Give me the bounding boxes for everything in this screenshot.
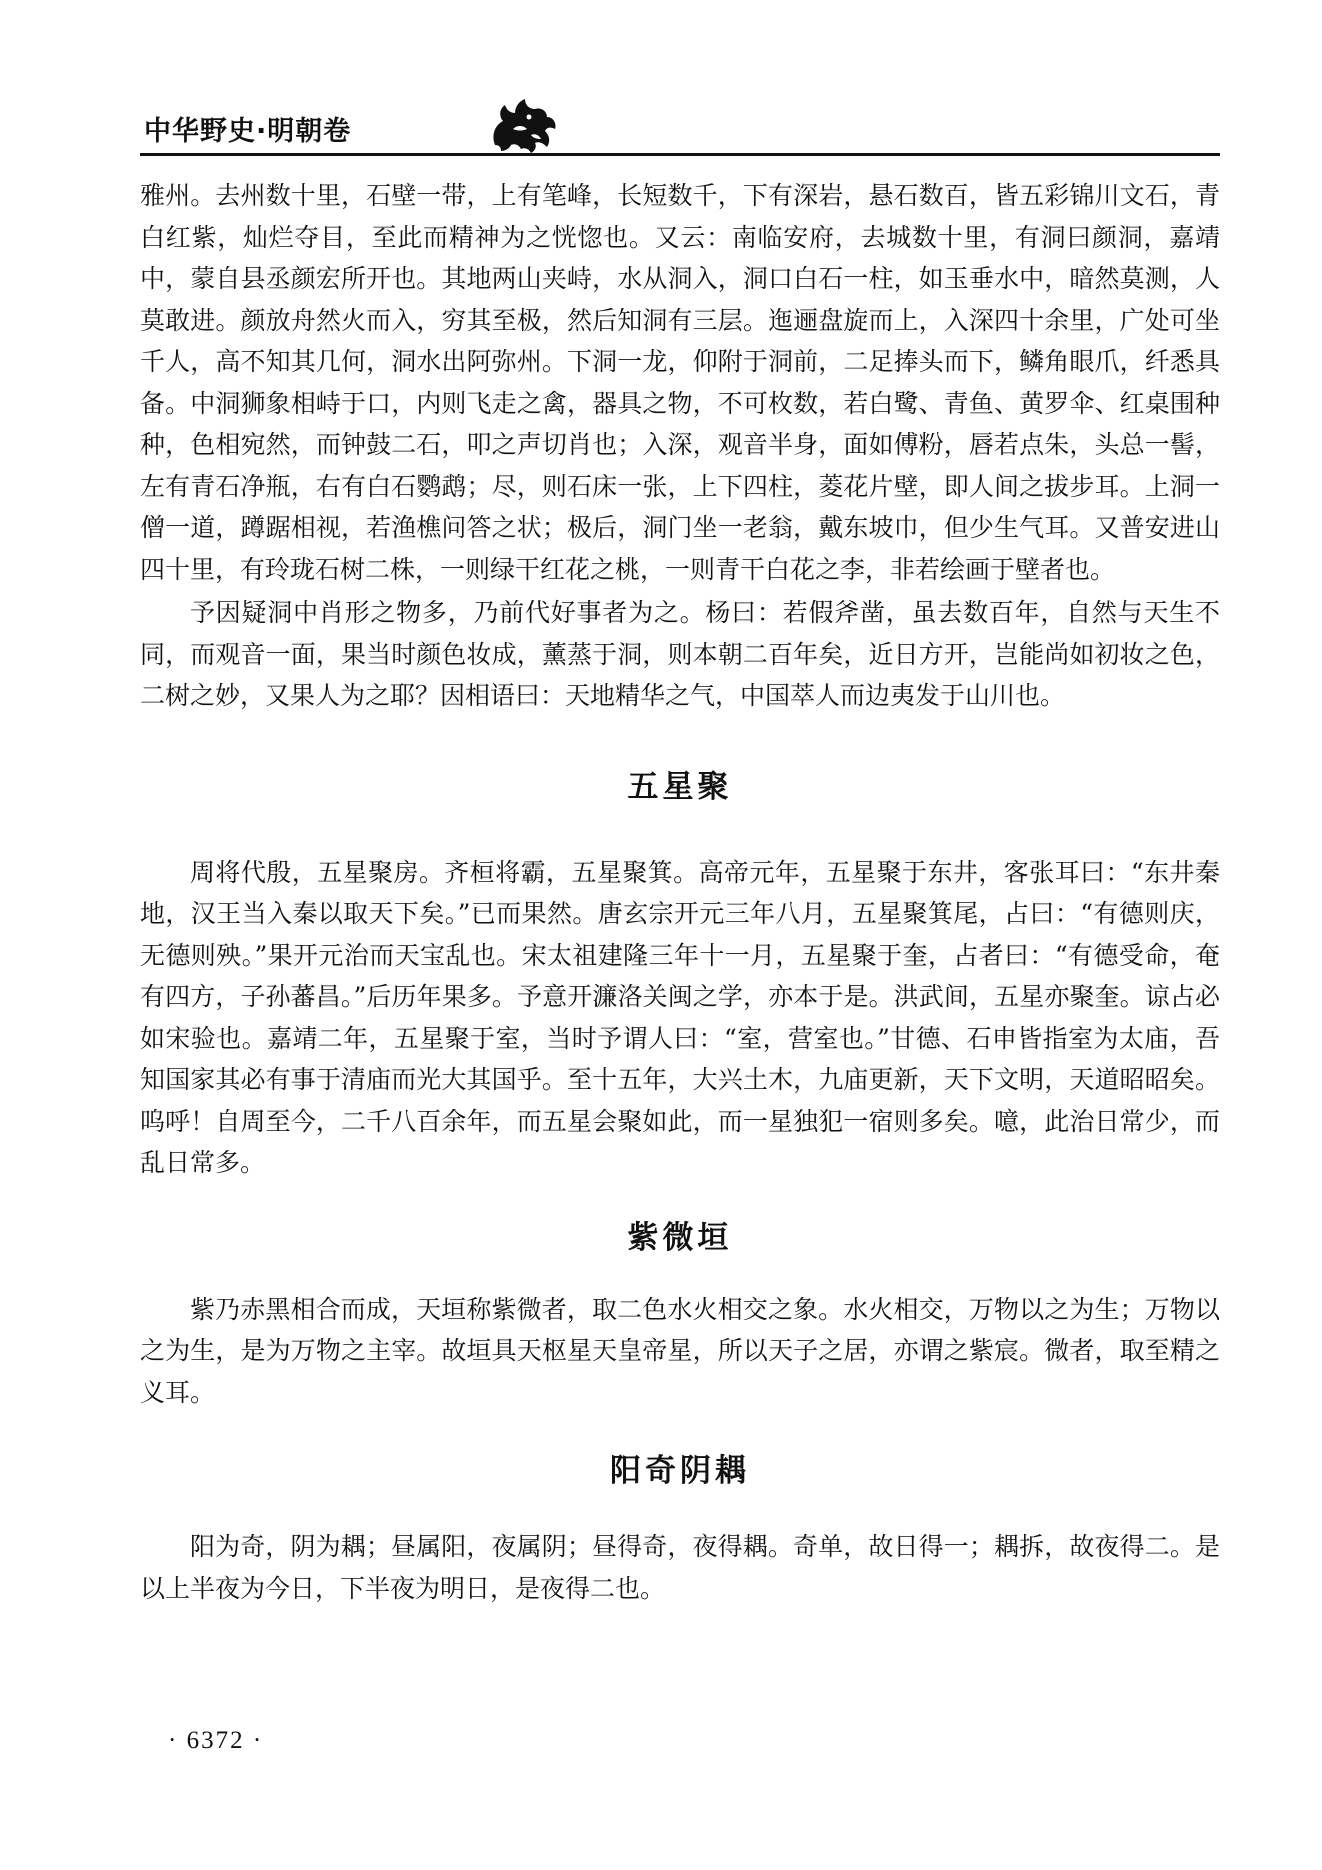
page-number: · 6372 · — [168, 1727, 264, 1754]
section-heading-yangqiyinou: 阳奇阴耦 — [610, 1453, 750, 1489]
paragraph-cave-doubt: 予因疑洞中肖形之物多，乃前代好事者为之。杨曰：若假斧凿，虽去数百年，自然与天生不同，而观音一面，果当时颜色妆成，薰蒸于洞，则本朝二百年矣，近日方开，岂能尚如初妆之色，二树之妙，又果人为之耶？因相语曰：天地精华之气，中国萃人而边夷发于山川也。 — [140, 598, 1220, 710]
paragraph-wuxingju: 周将代殷，五星聚房。齐桓将霸，五星聚箕。高帝元年，五星聚于东井，客张耳曰：“东井秦地，汉王当入秦以取天下矣。”已而果然。唐玄宗开元三年八月，五星聚箕尾，占曰：“有德则庆，无德则殃。”果开元治而天宝乱也。宋太祖建隆三年十一月，五星聚于奎，占者曰：“有德受命，奄有四方，子孙蕃昌。”后历年果多。予意开濂洛关闽之学，亦本于是。洪武间，五星亦聚奎。谅占必如宋验也。嘉靖二年，五星聚于室，当时予谓人曰：“室，营室也。”甘德、石申皆指室为太庙，吾知国家其必有事于清庙而光大其国乎。至十五年，大兴土木，九庙更新，天下文明，天道昭昭矣。呜呼！自周至今，二千八百余年，而五星会聚如此，而一星独犯一宿则多矣。噫，此治日常少，而乱日常多。 — [140, 857, 1220, 1177]
header-rule — [140, 153, 1220, 156]
section-heading-wuxingju: 五星聚 — [627, 768, 733, 805]
paragraph-yazhou: 雅州。去州数十里，石壁一带，上有笔峰，长短数千，下有深岩，悬石数百，皆五彩锦川文石，青白红紫，灿烂夺目，至此而精神为之恍惚也。又云：南临安府，去城数十里，有洞曰颜洞，嘉靖中，蒙自县丞颜宏所开也。其地两山夹峙，水从洞入，洞口白石一柱，如玉垂水中，暗然莫测，人莫敢进。颜放舟然火而入，穷其至极，然后知洞有三层。迤逦盘旋而上，入深四十余里，广处可坐千人，高不知其几何，洞水出阿弥州。下洞一龙，仰附于洞前，二足捧头而下，鳞角眼爪，纤悉具备。中洞狮象相峙于口，内则飞走之禽，器具之物，不可枚数，若白鹭、青鱼、黄罗伞、红桌围种种，色相宛然，而钟鼓二石，叩之声切肖也；入深，观音半身，面如傅粉，唇若点朱，头总一髻，左有青石净瓶，右有白石鹦鹉；尽，则石床一张，上下四柱，菱花片壁，即人间之拔步耳。上洞一僧一道，蹲踞相视，若渔樵问答之状；极后，洞门坐一老翁，戴东坡巾，但少生气耳。又普安进山四十里，有玲珑石树二株，一则绿干红花之桃，一则青干白花之李，非若绘画于壁者也。 — [140, 181, 1220, 584]
book-title: 中华野史·明朝卷 — [144, 116, 352, 147]
paragraph-yangqiyinou: 阳为奇，阴为耦；昼属阳，夜属阴；昼得奇，夜得耦。奇单，故日得一；耦拆，故夜得二。是以上半夜为今日，下半夜为明日，是夜得二也。 — [140, 1532, 1220, 1603]
body-text — [140, 175, 1220, 1609]
page-header — [140, 95, 1220, 155]
dragon-emblem-icon — [485, 95, 565, 155]
paragraph-ziweiyuan: 紫乃赤黑相合而成，天垣称紫微者，取二色水火相交之象。水火相交，万物以之为生；万物以之为生，是为万物之主宰。故垣具天枢星天皇帝星，所以天子之居，亦谓之紫宸。微者，取至精之义耳。 — [140, 1294, 1220, 1407]
section-heading-ziweiyuan: 紫微垣 — [627, 1219, 733, 1256]
